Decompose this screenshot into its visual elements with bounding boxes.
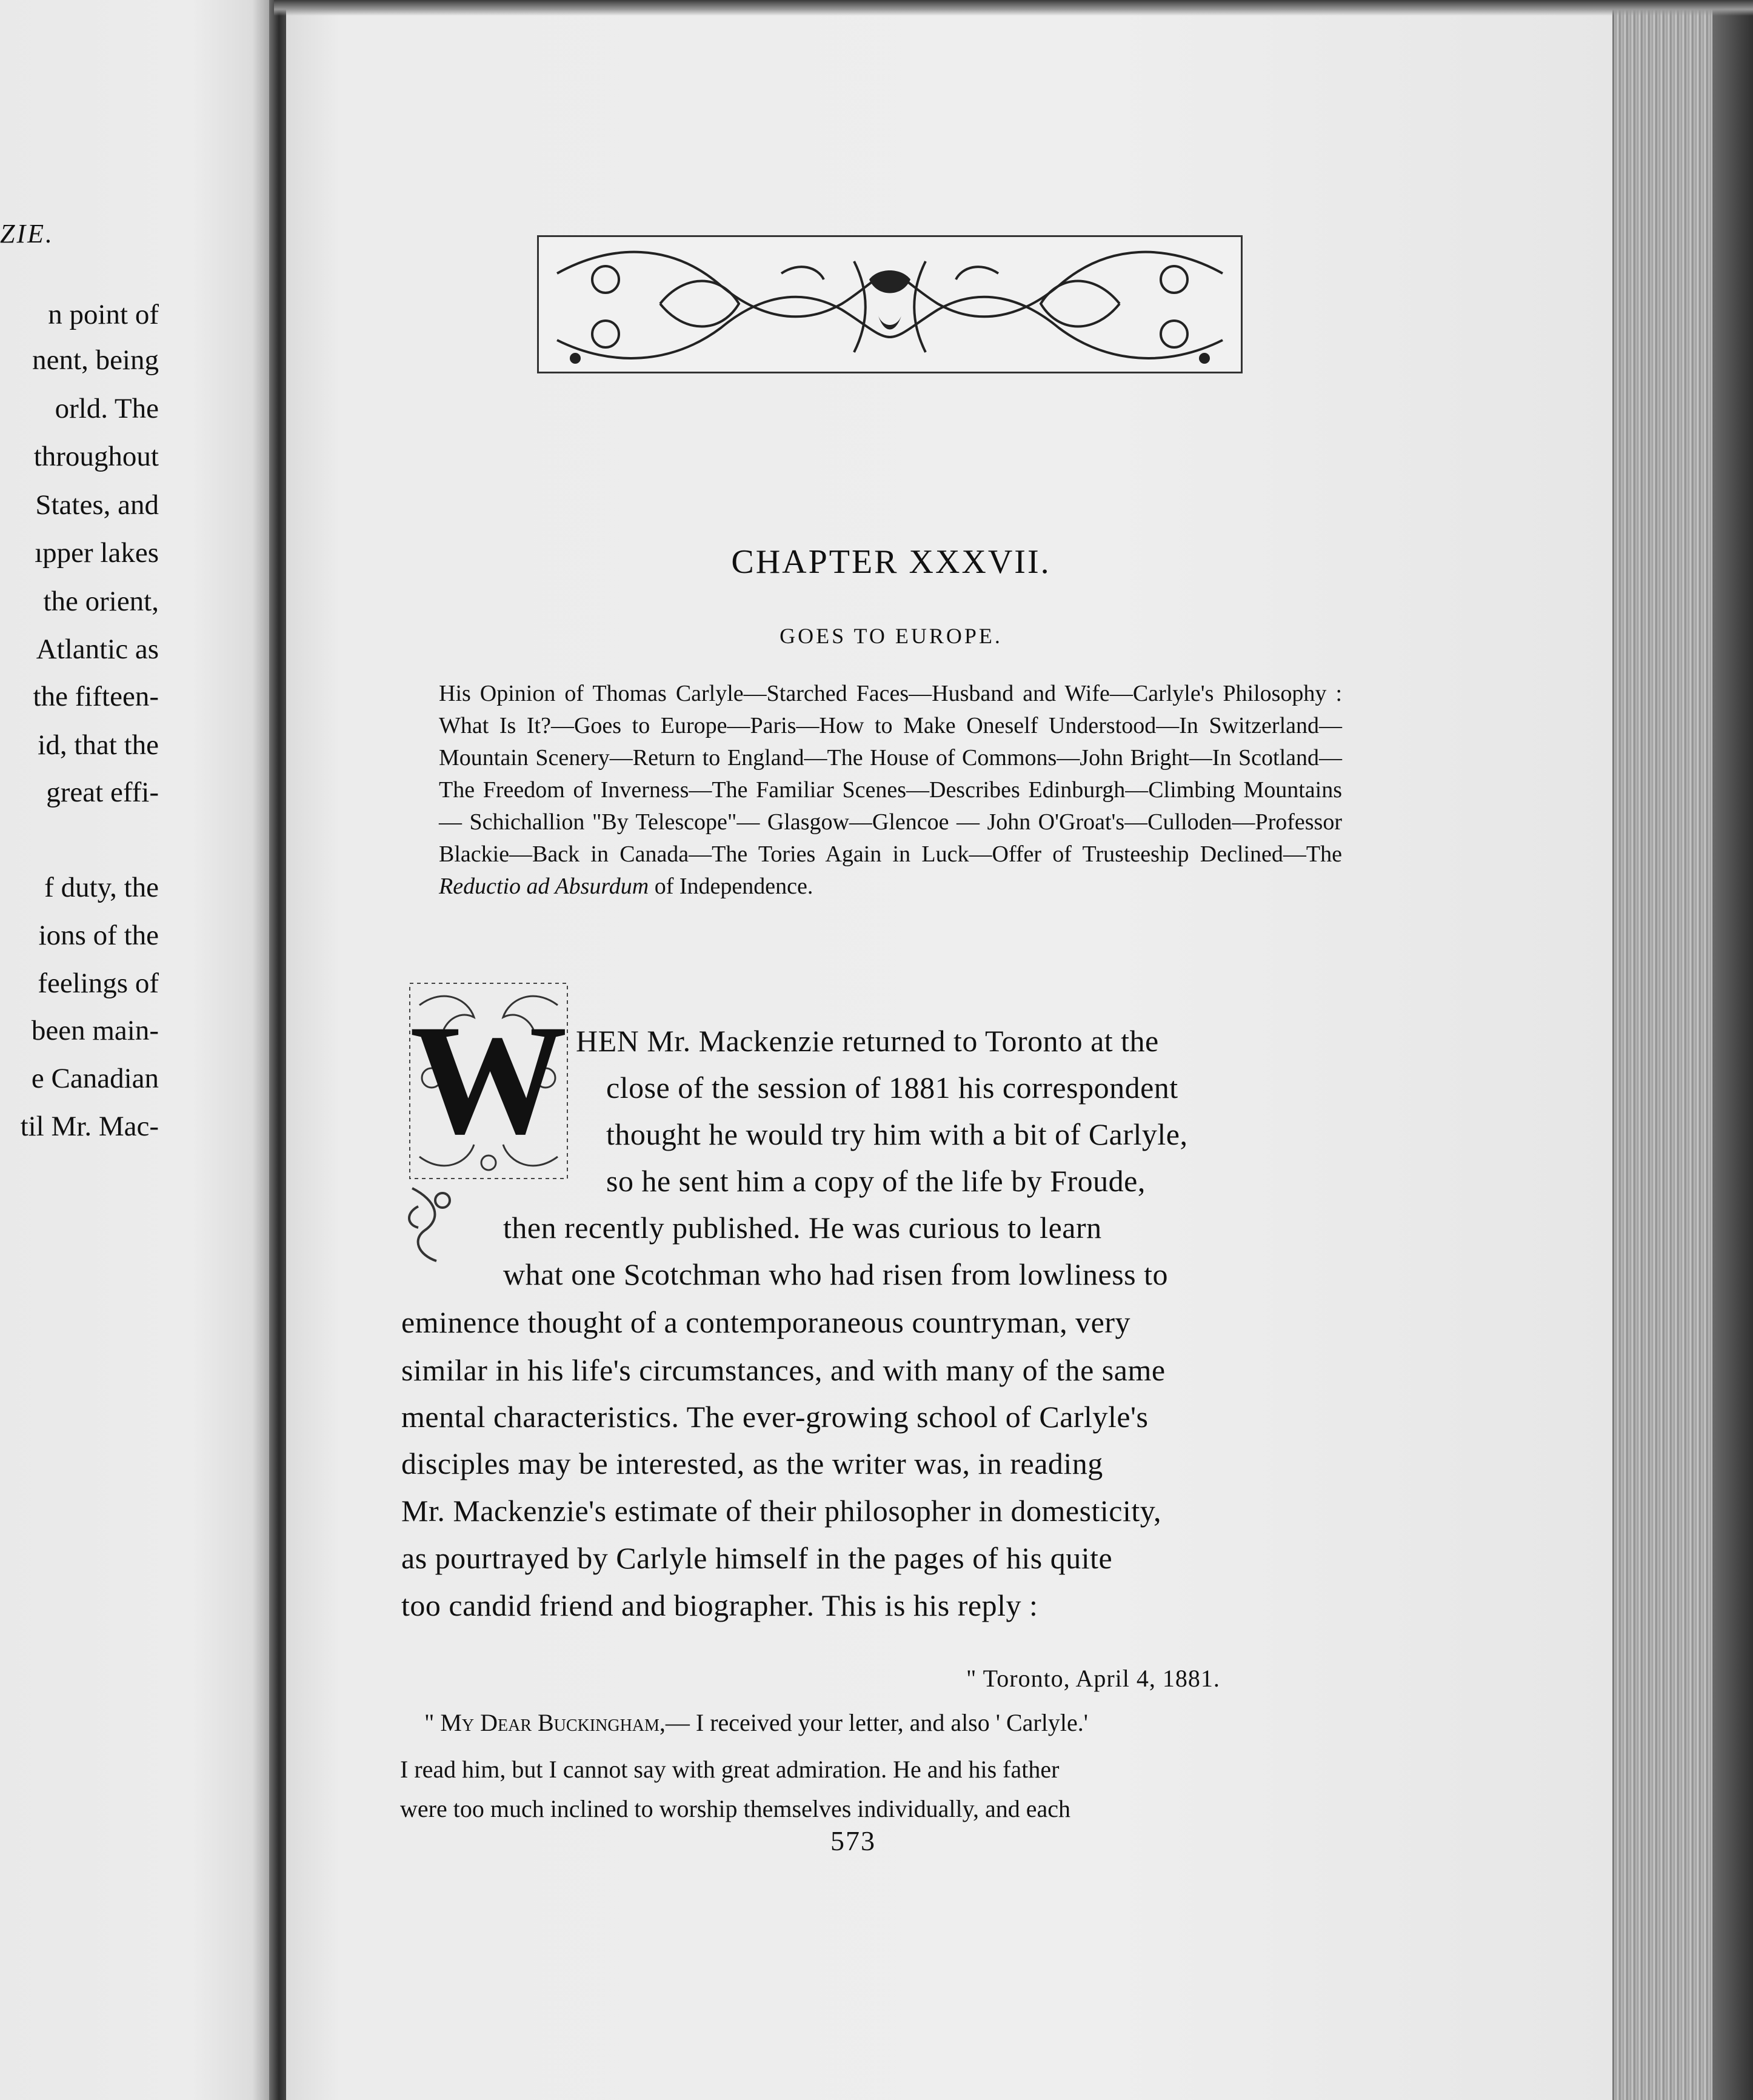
body-line: too candid friend and biographer. This is his reply : — [401, 1588, 1038, 1622]
body-line: Mr. Mackenzie's estimate of their philosopher in domesticity, — [401, 1494, 1162, 1528]
left-page-line: ions of the — [38, 920, 159, 951]
left-page-line: orld. The — [55, 393, 159, 424]
left-page — [0, 0, 274, 2100]
ornament-headpiece — [537, 235, 1243, 373]
drop-cap-flourish — [400, 1182, 467, 1267]
body-line: eminence thought of a contemporaneous countryman, very — [401, 1305, 1131, 1339]
body-line: what one Scotchman who had risen from lowliness to — [503, 1257, 1169, 1291]
left-page-line: been main- — [31, 1015, 159, 1046]
letter-line: I read him, but I cannot say with great admiration. He and his father — [400, 1756, 1060, 1783]
body-line: close of the session of 1881 his correspondent — [606, 1071, 1178, 1105]
drop-cap-w — [407, 981, 570, 1181]
left-page-line: Atlantic as — [36, 634, 159, 665]
body-line: disciples may be interested, as the writer was, in reading — [401, 1446, 1103, 1480]
left-page-line: feelings of — [38, 968, 159, 999]
letter-dateline: " Toronto, April 4, 1881. — [966, 1665, 1220, 1692]
left-page-line: til Mr. Mac- — [20, 1111, 159, 1142]
left-page-line: id, that the — [38, 729, 159, 761]
page-number: 573 — [830, 1825, 876, 1856]
synopsis-italic: Reductio ad Absurdum — [439, 874, 649, 899]
body-line: as pourtrayed by Carlyle himself in the pages of his quite — [401, 1541, 1113, 1575]
left-page-line: great effi- — [46, 777, 159, 808]
left-page-line: the orient, — [43, 586, 159, 617]
letter-salutation: " My Dear Buckingham, — [424, 1709, 666, 1736]
left-page-line: f duty, the — [44, 872, 159, 903]
left-page-line: e Canadian — [31, 1063, 159, 1094]
left-page-line: throughout — [33, 441, 159, 472]
synopsis-end: of Independence. — [654, 874, 813, 899]
top-shadow — [274, 0, 1753, 16]
left-page-line: ıpper lakes — [35, 537, 159, 569]
letter-line: were too much inclined to worship themselves individually, and each — [400, 1795, 1071, 1822]
left-page-line: States, and — [35, 489, 159, 521]
page-edges — [1612, 0, 1753, 2100]
chapter-subtitle: GOES TO EUROPE. — [780, 624, 1003, 648]
body-line: mental characteristics. The ever-growing school of Carlyle's — [401, 1400, 1149, 1434]
body-line: then recently published. He was curious to learn — [503, 1211, 1102, 1245]
chapter-synopsis — [439, 678, 1342, 903]
drop-cap-letter: W — [410, 992, 567, 1167]
synopsis-text: His Opinion of Thomas Carlyle—Starched Faces—Husband and Wife—Carlyle's Philosophy : What Is It?—Goes to Europe—Paris—How to Make Oneself Understood—In Switzerland—Mountain Scenery—Return to England—The House of Commons—John Bright—In Scotland—The Freedom of Inverness—The Familiar Scenes—Describes Edinburgh—Climbing Mountains — Schichallion "By Telescope"— Glasgow—Glencoe — John O'Groat's—Culloden—Professor Blackie—Back in Canada—The Tories Again in Luck—Offer of Trusteeship Declined—The — [439, 681, 1342, 867]
body-line: thought he would try him with a bit of Carlyle, — [606, 1117, 1188, 1151]
body-line: so he sent him a copy of the life by Froude, — [606, 1164, 1146, 1198]
body-line: HEN Mr. Mackenzie returned to Toronto at the — [576, 1024, 1159, 1058]
left-running-head: ZIE. — [0, 219, 54, 249]
left-page-line: n point of — [48, 299, 159, 330]
left-page-line: nent, being — [32, 344, 159, 376]
letter-line — [424, 1708, 1088, 1737]
left-page-line: the fifteen- — [33, 681, 159, 712]
body-line: similar in his life's circumstances, and with many of the same — [401, 1353, 1166, 1387]
letter-line-text: — I received your letter, and also ' Carlyle.' — [665, 1709, 1088, 1736]
chapter-title: CHAPTER XXXVII. — [731, 543, 1051, 581]
